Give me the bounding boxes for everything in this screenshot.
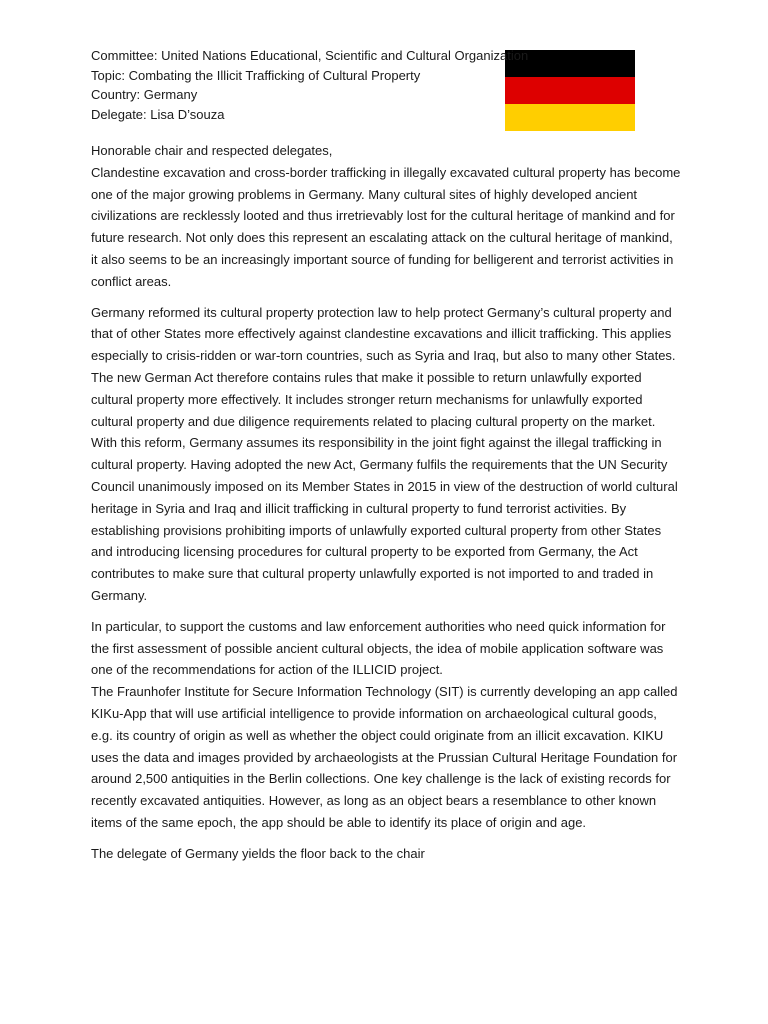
paragraph-german-reform: Germany reformed its cultural property protection law to help protect Germany’s cultural property and that of other States more effectively against clandestine excavations and illicit trafficking. This applies especially to crisis-ridden or war-torn countries, such as Syria and Iraq, but also to many other States. The new German Act therefore contains rules that make it possible to return unlawfully exported cultural property more effectively. It includes stronger return mechanisms for unlawfully exported cultural property and due diligence requirements related to placing cultural property on the market. With this reform, Germany assumes its responsibility in the joint fight against the illegal trafficking in cultural property. Having adopted the new Act, Germany fulfils the requirements that the UN Security Council unanimously imposed on its Member States in 2015 in view of the destruction of world cultural heritage in Syria and Iraq and illicit trafficking in cultural property to fund terrorist activities. By establishing provisions prohibiting imports of unlawfully exported cultural property from other States and introducing licensing procedures for cultural property to be exported from Germany, the Act contributes to make sure that cultural property unlawfully exported is not imported to and traded in Germany.	[91, 304, 678, 603]
paragraph-opening: Honorable chair and respected delegates, Clandestine excavation and cross-border trafficking in illegally excavated cultural property has become one of the major growing problems in Germany. Many cultural sites of highly developed ancient civilizations are recklessly looted and thus irretrievably lost for the cultural heritage of mankind and for future research. Not only does this represent an escalating attack on the cultural heritage of mankind, it also seems to be an increasingly important source of funding for belligerent and terrorist activities in conflict areas.	[91, 143, 681, 289]
document-header	[91, 46, 651, 124]
paragraph-kiku-app: In particular, to support the customs and law enforcement authorities who need quick information for the first assessment of possible ancient cultural objects, the idea of mobile application software was one of the recommendations for action of the ILLICID project. The Fraunhofer Institute for Secure Information Technology (SIT) is currently developing an app called KIKu-App that will use artificial intelligence to provide information on archaeological cultural goods, e.g. its country of origin as well as whether the object could originate from an illicit excavation. KIKU uses the data and images provided by archaeologists at the Prussian Cultural Heritage Foundation for around 2,500 antiquities in the Berlin collections. One key challenge is the lack of existing records for recently excavated antiquities. However, as long as an object bears a resemblance to other known items of the same epoch, the app should be able to identify its place of origin and age.	[91, 618, 678, 830]
country-line: Country: Germany	[91, 87, 198, 102]
delegate-line: Delegate: Lisa D’souza	[91, 106, 225, 122]
paragraph-closing: The delegate of Germany yields the floor back to the chair	[91, 845, 425, 861]
committee-label: Committee:	[91, 48, 158, 63]
topic-line: Topic: Combating the Illicit Trafficking of Cultural Property	[91, 67, 421, 83]
committee-value: United Nations Educational, Scientific and Cultural Organization	[161, 48, 529, 63]
document-body	[91, 140, 681, 874]
committee-line	[91, 46, 651, 66]
